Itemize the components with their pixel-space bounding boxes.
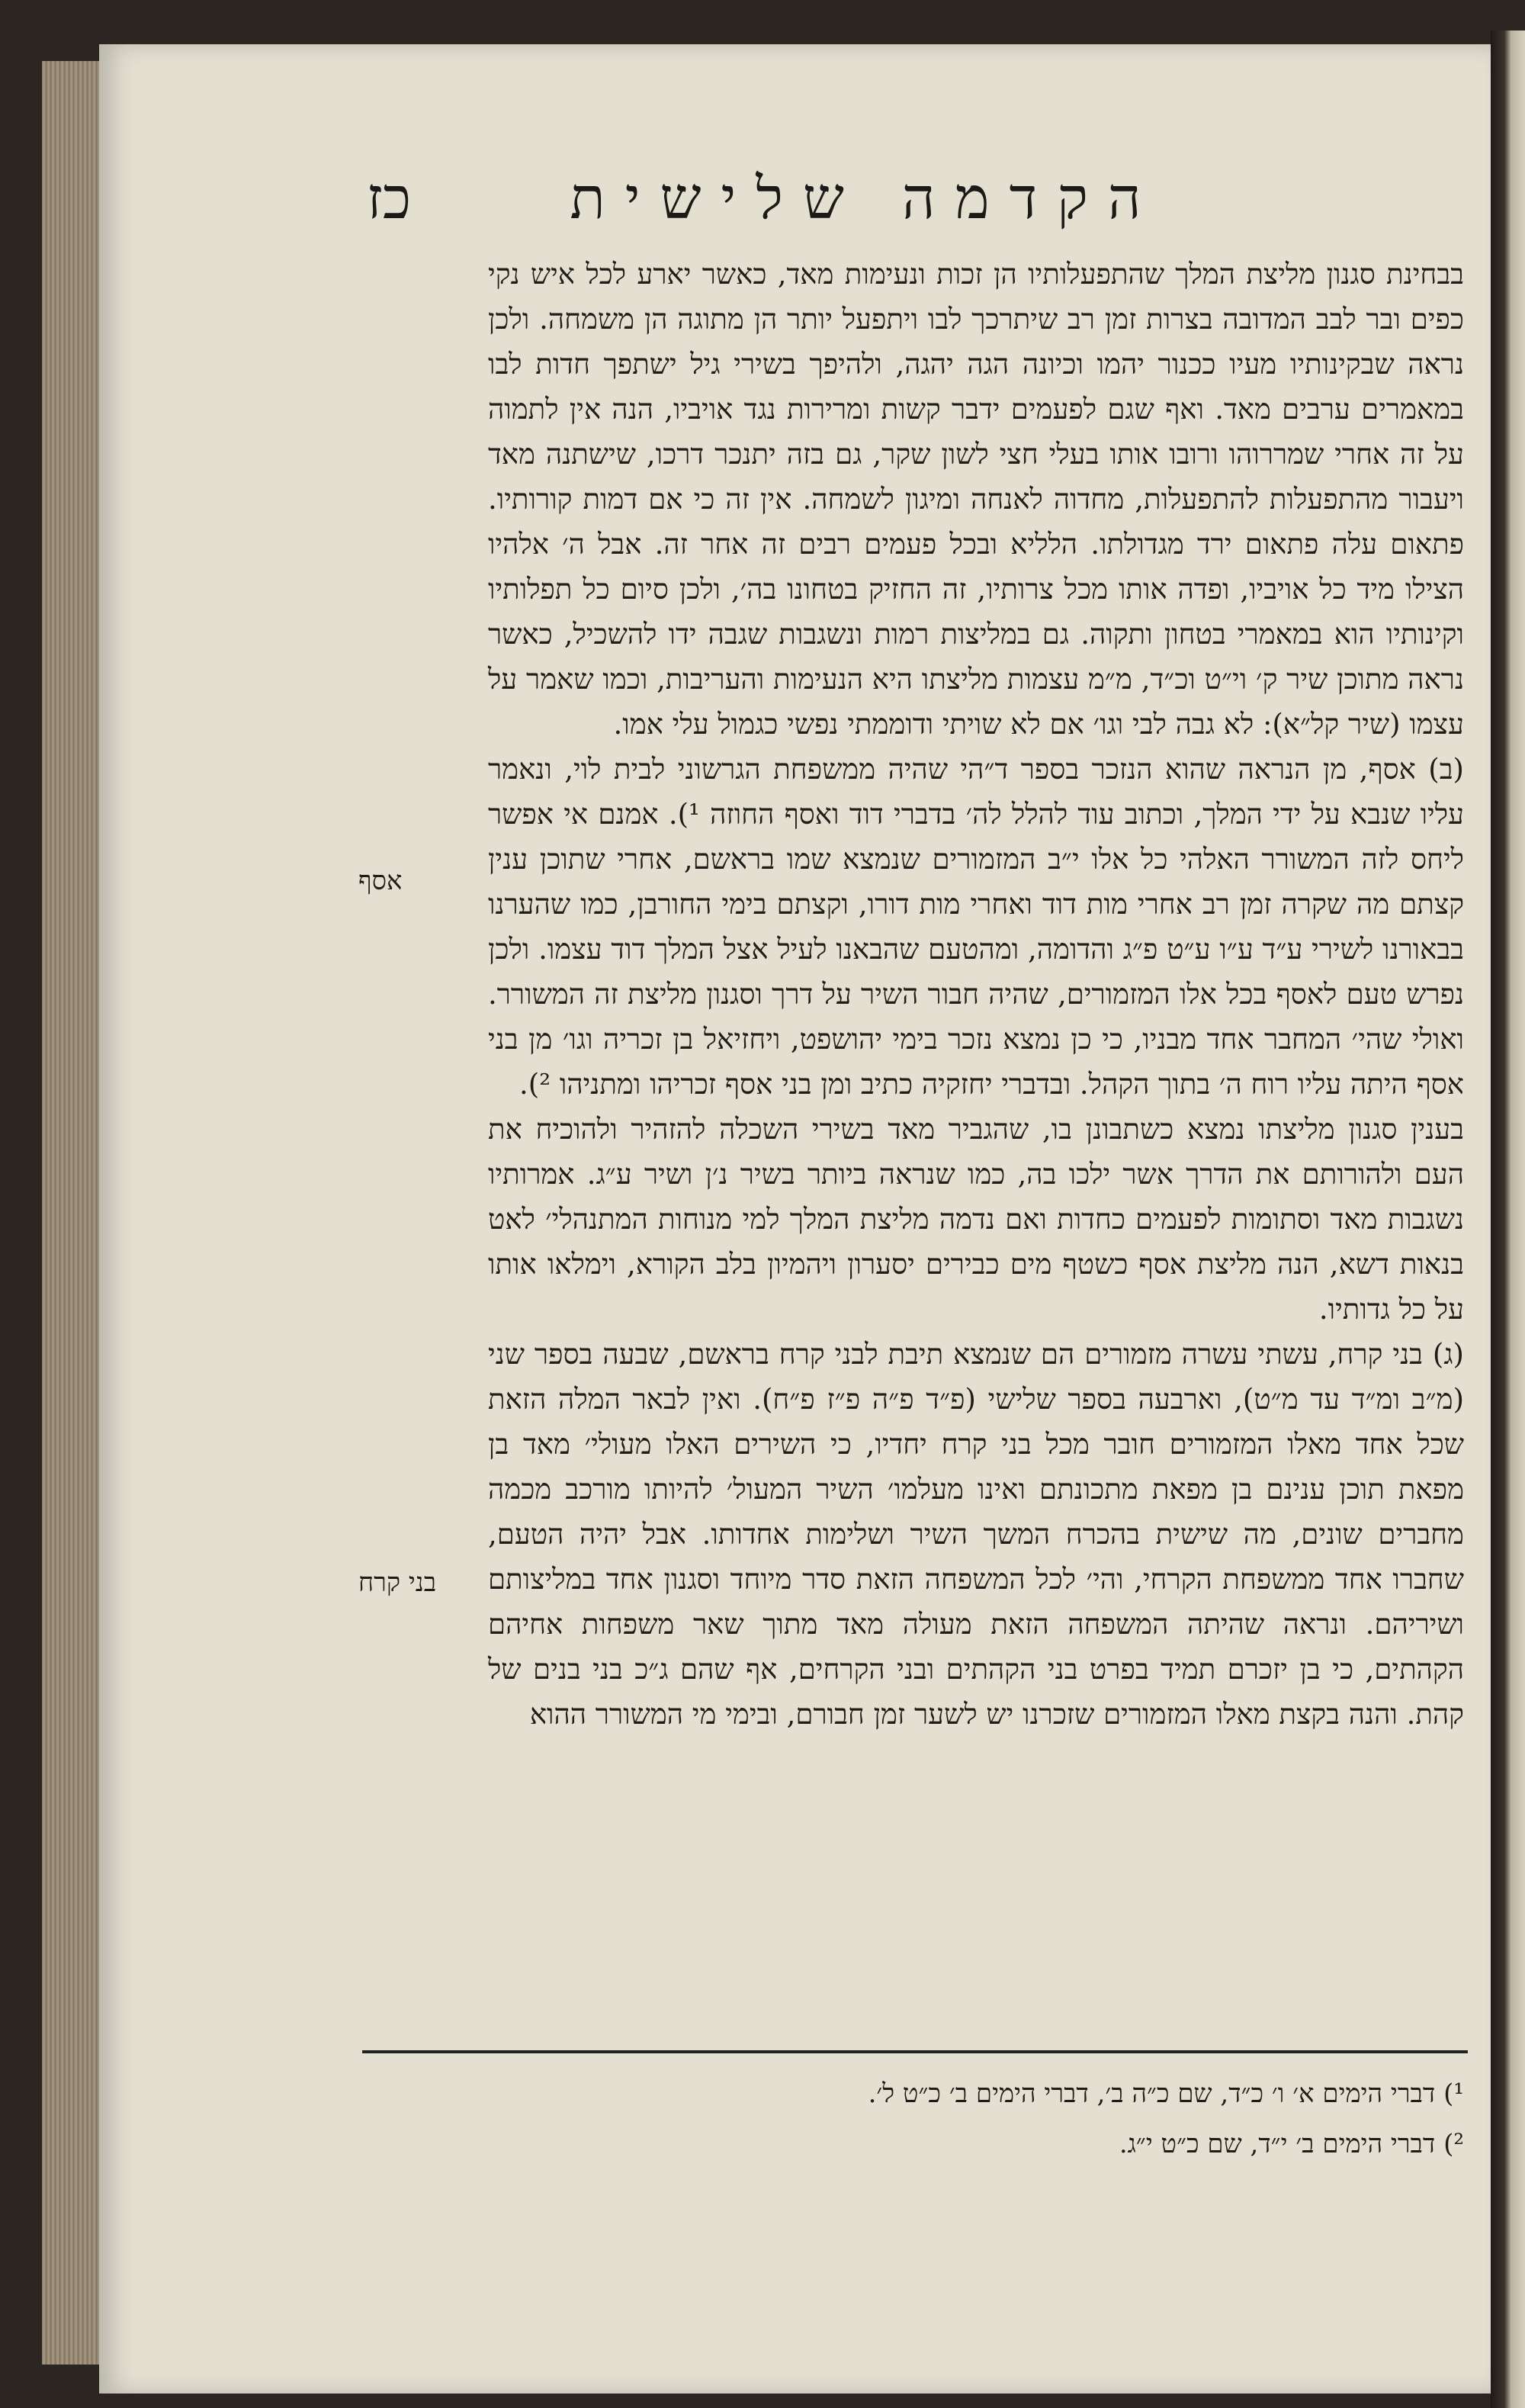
paragraph-asaph: (ב) אסף, מן הנראה שהוא הנזכר בספר ד״הי שהיה ממשפחת הגרשוני לבית לוי, ונאמר עליו שנבא על ידי המלך, וכתוב עוד להלל לה׳ בדברי דוד ואסף החוזה ¹). אמנם אי אפשר ליחס לזה המשורר האלהי כל אלו י״ב המזמורים שנמצא שמו בראשם, אחרי שתוכן ענין קצתם מה שקרה זמן רב אחרי מות דוד ואחרי מות דורו, וקצתם בימי החורבן, כמו שהערנו בבאורנו לשירי ע״ד ע״ו ע״ט פ״ג והדומה, ומהטעם שהבאנו לעיל אצל המלך דוד עצמו. ולכן נפרש טעם לאסף בכל אלו המזמורים, שהיה חבור השיר על דרך וסגנון מליצת זה המשורר. ואולי שהי׳ המחבר אחד מבניו, כי כן נמצא נזכר בימי יהושפט, ויחזיאל בן זכריה וגו׳ מן בני אסף היתה עליו רוח ה׳ בתוך הקהל. ובדברי יחזקיה כתיב ומן בני אסף זכריהו ומתניהו ²).	[488, 753, 1464, 1101]
margin-note-asaph: אסף	[358, 866, 403, 896]
footnote: ¹) דברי הימים א׳ ו׳ כ״ד, שם כ״ה ב׳, דברי הימים ב׳ כ״ט ל׳.	[868, 2078, 1464, 2109]
page-number: כז	[366, 164, 412, 232]
body-text	[488, 252, 1464, 1737]
footnotes	[488, 2069, 1464, 2169]
book-page-edges	[42, 61, 103, 2365]
margin-note-sons-of-korah: בני קרח	[358, 1567, 437, 1598]
page-title: הקדמה שלישית	[570, 164, 1161, 232]
footnote-divider	[362, 2050, 1468, 2053]
paragraph-style-of-king: בבחינת סגנון מליצת המלך שהתפעלותיו הן זכות ונעימות מאד, כאשר יארע לכל איש נקי כפים ובר לבב המדובה בצרות זמן רב שיתרכך לבו ויתפעל יותר הן מתוגה הן משמחה. ולכן נראה שבקינותיו מעיו ככנור יהמו וכיונה הגה יהגה, ולהיפך בשירי גיל ישתפך חדות לבו במאמרים ערבים מאד. ואף שגם לפעמים ידבר קשות ומרירות נגד אויביו, הנה אין לתמוה על זה אחרי שמררוהו ורובו אותו בעלי חצי לשון שקר, גם בזה יתנכר דרכו, שישתנה מאד ויעבור מהתפעלות להתפעלות, מחדוה לאנחה ומיגון לשמחה. אין זה כי אם דמות קורותיו. פתאום עלה פתאום ירד מגדולתו. הלליא ובכל פעמים רבים זה אחר זה. אבל ה׳ אלהיו הצילו מיד כל אויביו, ופדה אותו מכל צרותיו, זה החזיק בטחונו בה׳, ולכן סיום כל תפלותיו וקינותיו הוא במאמרי בטחון ותקוה. גם במליצות רמות ונשגבות שגבה ידו להשכיל, כאשר נראה מתוכן שיר ק׳ וי״ט וכ״ד, מ״מ עצמות מליצתו היא הנעימות והעריבות, וכמו שאמר על עצמו (שיר קל״א): לא גבה לבי וגו׳ אם לא שויתי ודוממתי נפשי כגמול עלי אמו.	[488, 258, 1464, 741]
footnote: ²) דברי הימים ב׳ י״ד, שם כ״ט י״ג.	[1119, 2129, 1464, 2159]
paragraph-sons-of-korah: (ג) בני קרח, עשתי עשרה מזמורים הם שנמצא תיבת לבני קרח בראשם, שבעה בספר שני (מ״ב ומ״ד עד מ״ט), וארבעה בספר שלישי (פ״ד פ״ה פ״ז פ״ח). ואין לבאר המלה הזאת שכל אחד מאלו המזמורים חובר מכל בני קרח יחדיו, כי השירים האלו מעולי׳ מאד בן מפאת תוכן ענינם בן מפאת מתכונתם ואינו מעלמו׳ השיר המעול׳ להיותו מורכב מכמה מחברים שונים, מה שישית בהכרח המשך השיר ושלימות אחדותו. אבל יהיה הטעם, שחברו אחד ממשפחת הקרחי, והי׳ לכל המשפחה הזאת סדר מיוחד וסגנון אחד במליצותם ושיריהם. ונראה שהיתה המשפחה הזאת מעולה מאד מתוך שאר משפחות אחיהם הקהתים, כי בן יזכרם תמיד בפרט בני הקהתים ובני הקרחים, אף שהם ג״כ בני בנים של קהת. והנה בקצת מאלו המזמורים שזכרנו יש לשער זמן חבורם, ובימי מי המשורר ההוא	[488, 1338, 1464, 1731]
paragraph-asaph-style: בענין סגנון מליצתו נמצא כשתבונן בו, שהגביר מאד בשירי השכלה להזהיר ולהוכיח את העם ולהורותם את הדרך אשר ילכו בה, כמו שנראה ביותר בשיר נ׳ן ושיר ע״ג. אמרותיו נשגבות מאד וסתומות לפעמים כחדות ואם נדמה מליצת המלך למי מנוחות המתנהלי׳ לאט בנאות דשא, הנה מליצת אסף כשטף מים כבירים יסערון ויהמיון בלב הקורא, וימלאו אותו על כל גדותיו.	[488, 1113, 1464, 1326]
facing-page-gutter	[1491, 31, 1525, 2408]
